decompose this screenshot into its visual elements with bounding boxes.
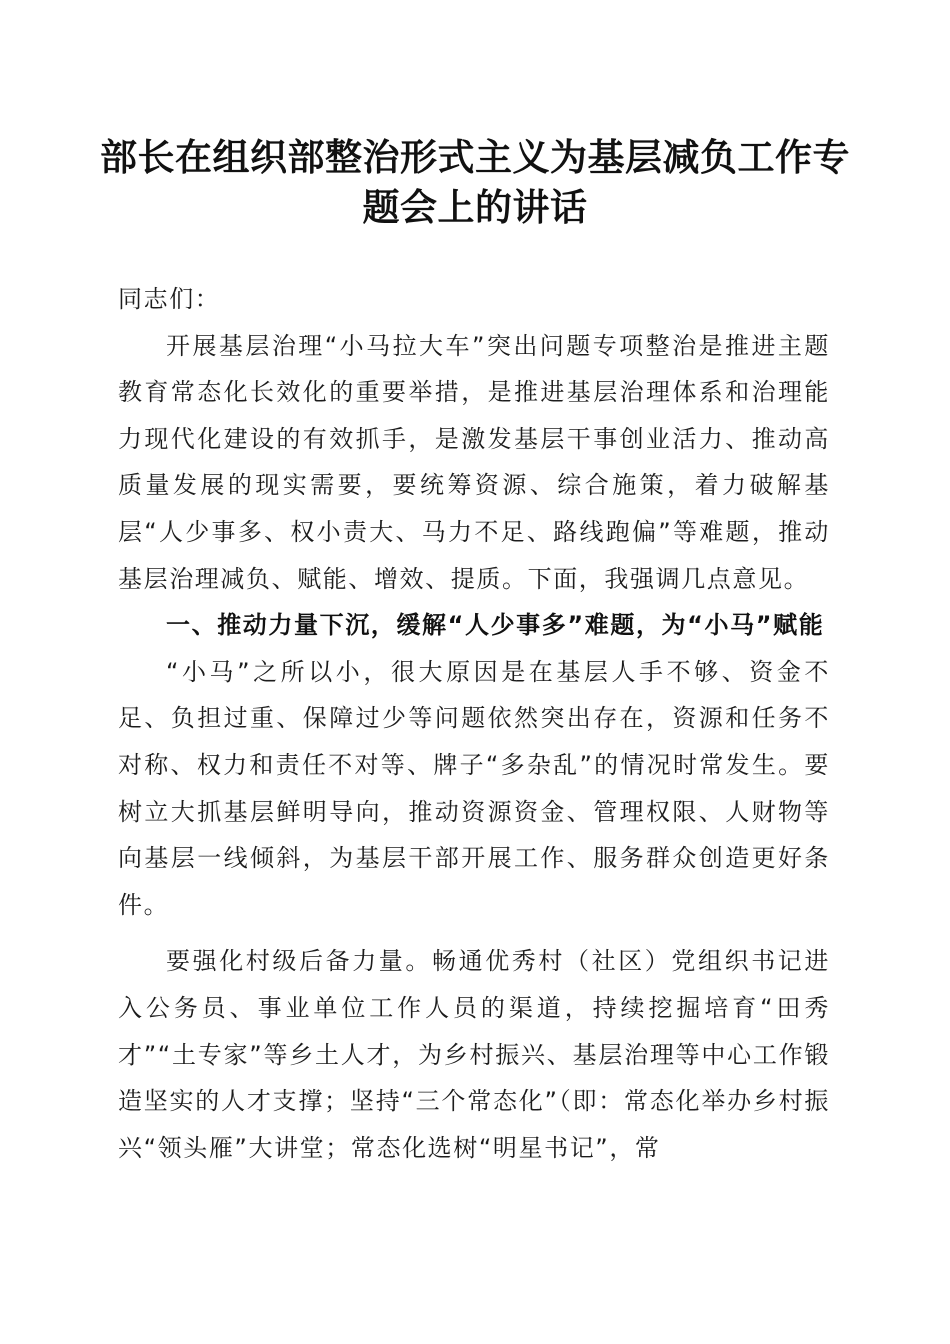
document-body: [118, 276, 830, 1171]
salutation: 同志们：: [118, 285, 221, 313]
paragraph-section-1: “小马”之所以小，很大原因是在基层人手不够、资金不足、负担过重、保障过少等问题依然突出存在，资源和任务不对称、权力和责任不对等、牌子“多杂乱”的情况时常发生。要树立大抓基层鲜明导向，推动资源资金、管理权限、人财物等向基层一线倾斜，为基层干部开展工作、服务群众创造更好条件。: [118, 657, 830, 919]
document-title: 部长在组织部整治形式主义为基层减负工作专题会上的讲话: [100, 135, 850, 229]
section-heading-1: 一、推动力量下沉，缓解“人少事多”难题，为“小马”赋能: [166, 611, 825, 640]
paragraph-intro: 开展基层治理“小马拉大车”突出问题专项整治是推进主题教育常态化长效化的重要举措，是推进基层治理体系和治理能力现代化建设的有效抓手，是激发基层干事创业活力、推动高质量发展的现实需要，要统筹资源、综合施策，着力破解基层“人少事多、权小责大、马力不足、路线跑偏”等难题，推动基层治理减负、赋能、增效、提质。下面，我强调几点意见。: [118, 331, 830, 593]
paragraph-village-reserve: 要强化村级后备力量。畅通优秀村（社区）党组织书记进入公务员、事业单位工作人员的渠道，持续挖掘培育“田秀才”“土专家”等乡土人才，为乡村振兴、基层治理等中心工作锻造坚实的人才支撑；坚持“三个常态化”（即：常态化举办乡村振兴“领头雁”大讲堂；常态化选树“明星书记”，常: [118, 947, 830, 1162]
